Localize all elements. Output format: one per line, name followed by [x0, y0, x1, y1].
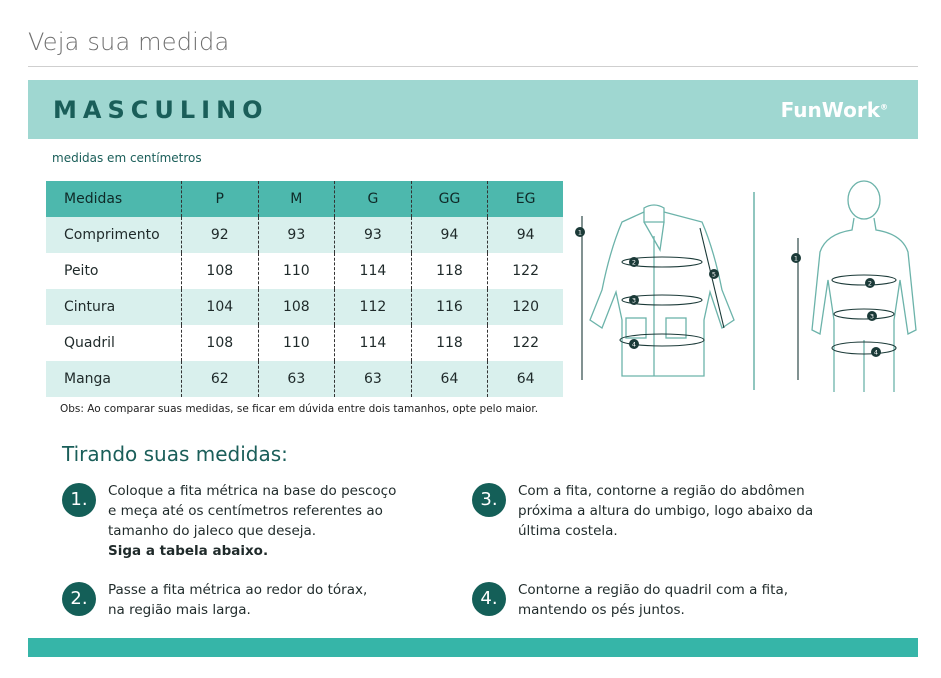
marker-label: 4	[631, 340, 637, 349]
step-2	[62, 580, 442, 620]
lab-coat-icon	[590, 205, 734, 376]
step-text	[518, 580, 788, 620]
row-label: Comprimento	[46, 217, 182, 253]
table-cell: 93	[335, 217, 412, 253]
row-label: Manga	[46, 361, 182, 397]
header-cell: GG	[411, 181, 488, 217]
step-line: e meça até os centímetros referentes ao	[108, 503, 383, 519]
brand-registered-mark: ®	[880, 102, 888, 112]
table-cell: 63	[258, 361, 335, 397]
category-banner	[28, 80, 918, 139]
step-line: Coloque a fita métrica na base do pescoço	[108, 483, 397, 499]
table-cell: 104	[182, 289, 259, 325]
table-cell: 118	[411, 253, 488, 289]
header-cell: Medidas	[46, 181, 182, 217]
step-emphasis: Siga a tabela abaixo.	[108, 543, 269, 559]
table-cell: 114	[335, 253, 412, 289]
marker-label: 5	[711, 270, 717, 279]
step-line: na região mais larga.	[108, 602, 251, 618]
step-number: 3.	[472, 483, 506, 517]
table-row	[46, 217, 563, 253]
table-row	[46, 325, 563, 361]
table-row	[46, 253, 563, 289]
brand-name: FunWork	[780, 98, 880, 122]
table-cell: 110	[258, 325, 335, 361]
table-cell: 114	[335, 325, 412, 361]
row-label: Cintura	[46, 289, 182, 325]
header-cell: EG	[488, 181, 563, 217]
step-number: 2.	[62, 582, 96, 616]
table-header-row	[46, 181, 563, 217]
table-cell: 92	[182, 217, 259, 253]
footer-bar	[28, 638, 918, 657]
table-cell: 62	[182, 361, 259, 397]
step-4	[472, 580, 912, 620]
table-cell: 110	[258, 253, 335, 289]
body-measure-lines	[798, 238, 896, 380]
size-note: Obs: Ao comparar suas medidas, se ficar em dúvida entre dois tamanhos, opte pelo maior.	[60, 403, 539, 415]
table-cell: 122	[488, 253, 563, 289]
step-line: Contorne a região do quadril com a fita,	[518, 582, 789, 598]
step-number: 4.	[472, 582, 506, 616]
table-cell: 120	[488, 289, 563, 325]
marker-label: 1	[577, 228, 583, 237]
table-cell: 63	[335, 361, 412, 397]
table-cell: 93	[258, 217, 335, 253]
title-divider	[28, 66, 918, 67]
page-title: Veja sua medida	[28, 28, 230, 56]
header-cell: P	[182, 181, 259, 217]
banner-title: MASCULINO	[53, 96, 269, 124]
table-cell: 108	[258, 289, 335, 325]
marker-icons	[575, 227, 881, 357]
marker-label: 1	[793, 254, 799, 263]
coat-measure-lines	[582, 216, 724, 380]
marker-label: 2	[631, 258, 637, 267]
marker-label: 2	[867, 279, 873, 288]
brand-logo	[781, 98, 888, 122]
step-3	[472, 481, 912, 541]
step-line: Com a fita, contorne a região do abdômen	[518, 483, 805, 499]
section-title: Tirando suas medidas:	[62, 442, 288, 466]
marker-label: 4	[873, 348, 879, 357]
table-cell: 94	[411, 217, 488, 253]
size-table	[46, 181, 563, 397]
row-label: Quadril	[46, 325, 182, 361]
table-cell: 64	[488, 361, 563, 397]
units-label: medidas em centímetros	[52, 151, 202, 165]
step-1	[62, 481, 442, 561]
step-line: Passe a fita métrica ao redor do tórax,	[108, 582, 368, 598]
step-line: mantendo os pés juntos.	[518, 602, 685, 618]
table-cell: 94	[488, 217, 563, 253]
table-cell: 116	[411, 289, 488, 325]
header-cell: G	[335, 181, 412, 217]
step-text	[108, 580, 367, 620]
table-cell: 122	[488, 325, 563, 361]
table-cell: 118	[411, 325, 488, 361]
header-cell: M	[258, 181, 335, 217]
step-line: tamanho do jaleco que deseja.	[108, 523, 317, 539]
step-text	[108, 481, 396, 561]
marker-label: 3	[631, 296, 637, 305]
human-body-icon	[812, 181, 916, 392]
table-cell: 108	[182, 325, 259, 361]
table-row	[46, 361, 563, 397]
table-row	[46, 289, 563, 325]
step-number: 1.	[62, 483, 96, 517]
row-label: Peito	[46, 253, 182, 289]
table-cell: 64	[411, 361, 488, 397]
step-line: próxima a altura do umbigo, logo abaixo da	[518, 503, 814, 519]
table-cell: 108	[182, 253, 259, 289]
marker-label: 3	[869, 312, 875, 321]
table-cell: 112	[335, 289, 412, 325]
step-text	[518, 481, 813, 541]
step-line: última costela.	[518, 523, 618, 539]
measurement-illustration	[572, 180, 918, 405]
